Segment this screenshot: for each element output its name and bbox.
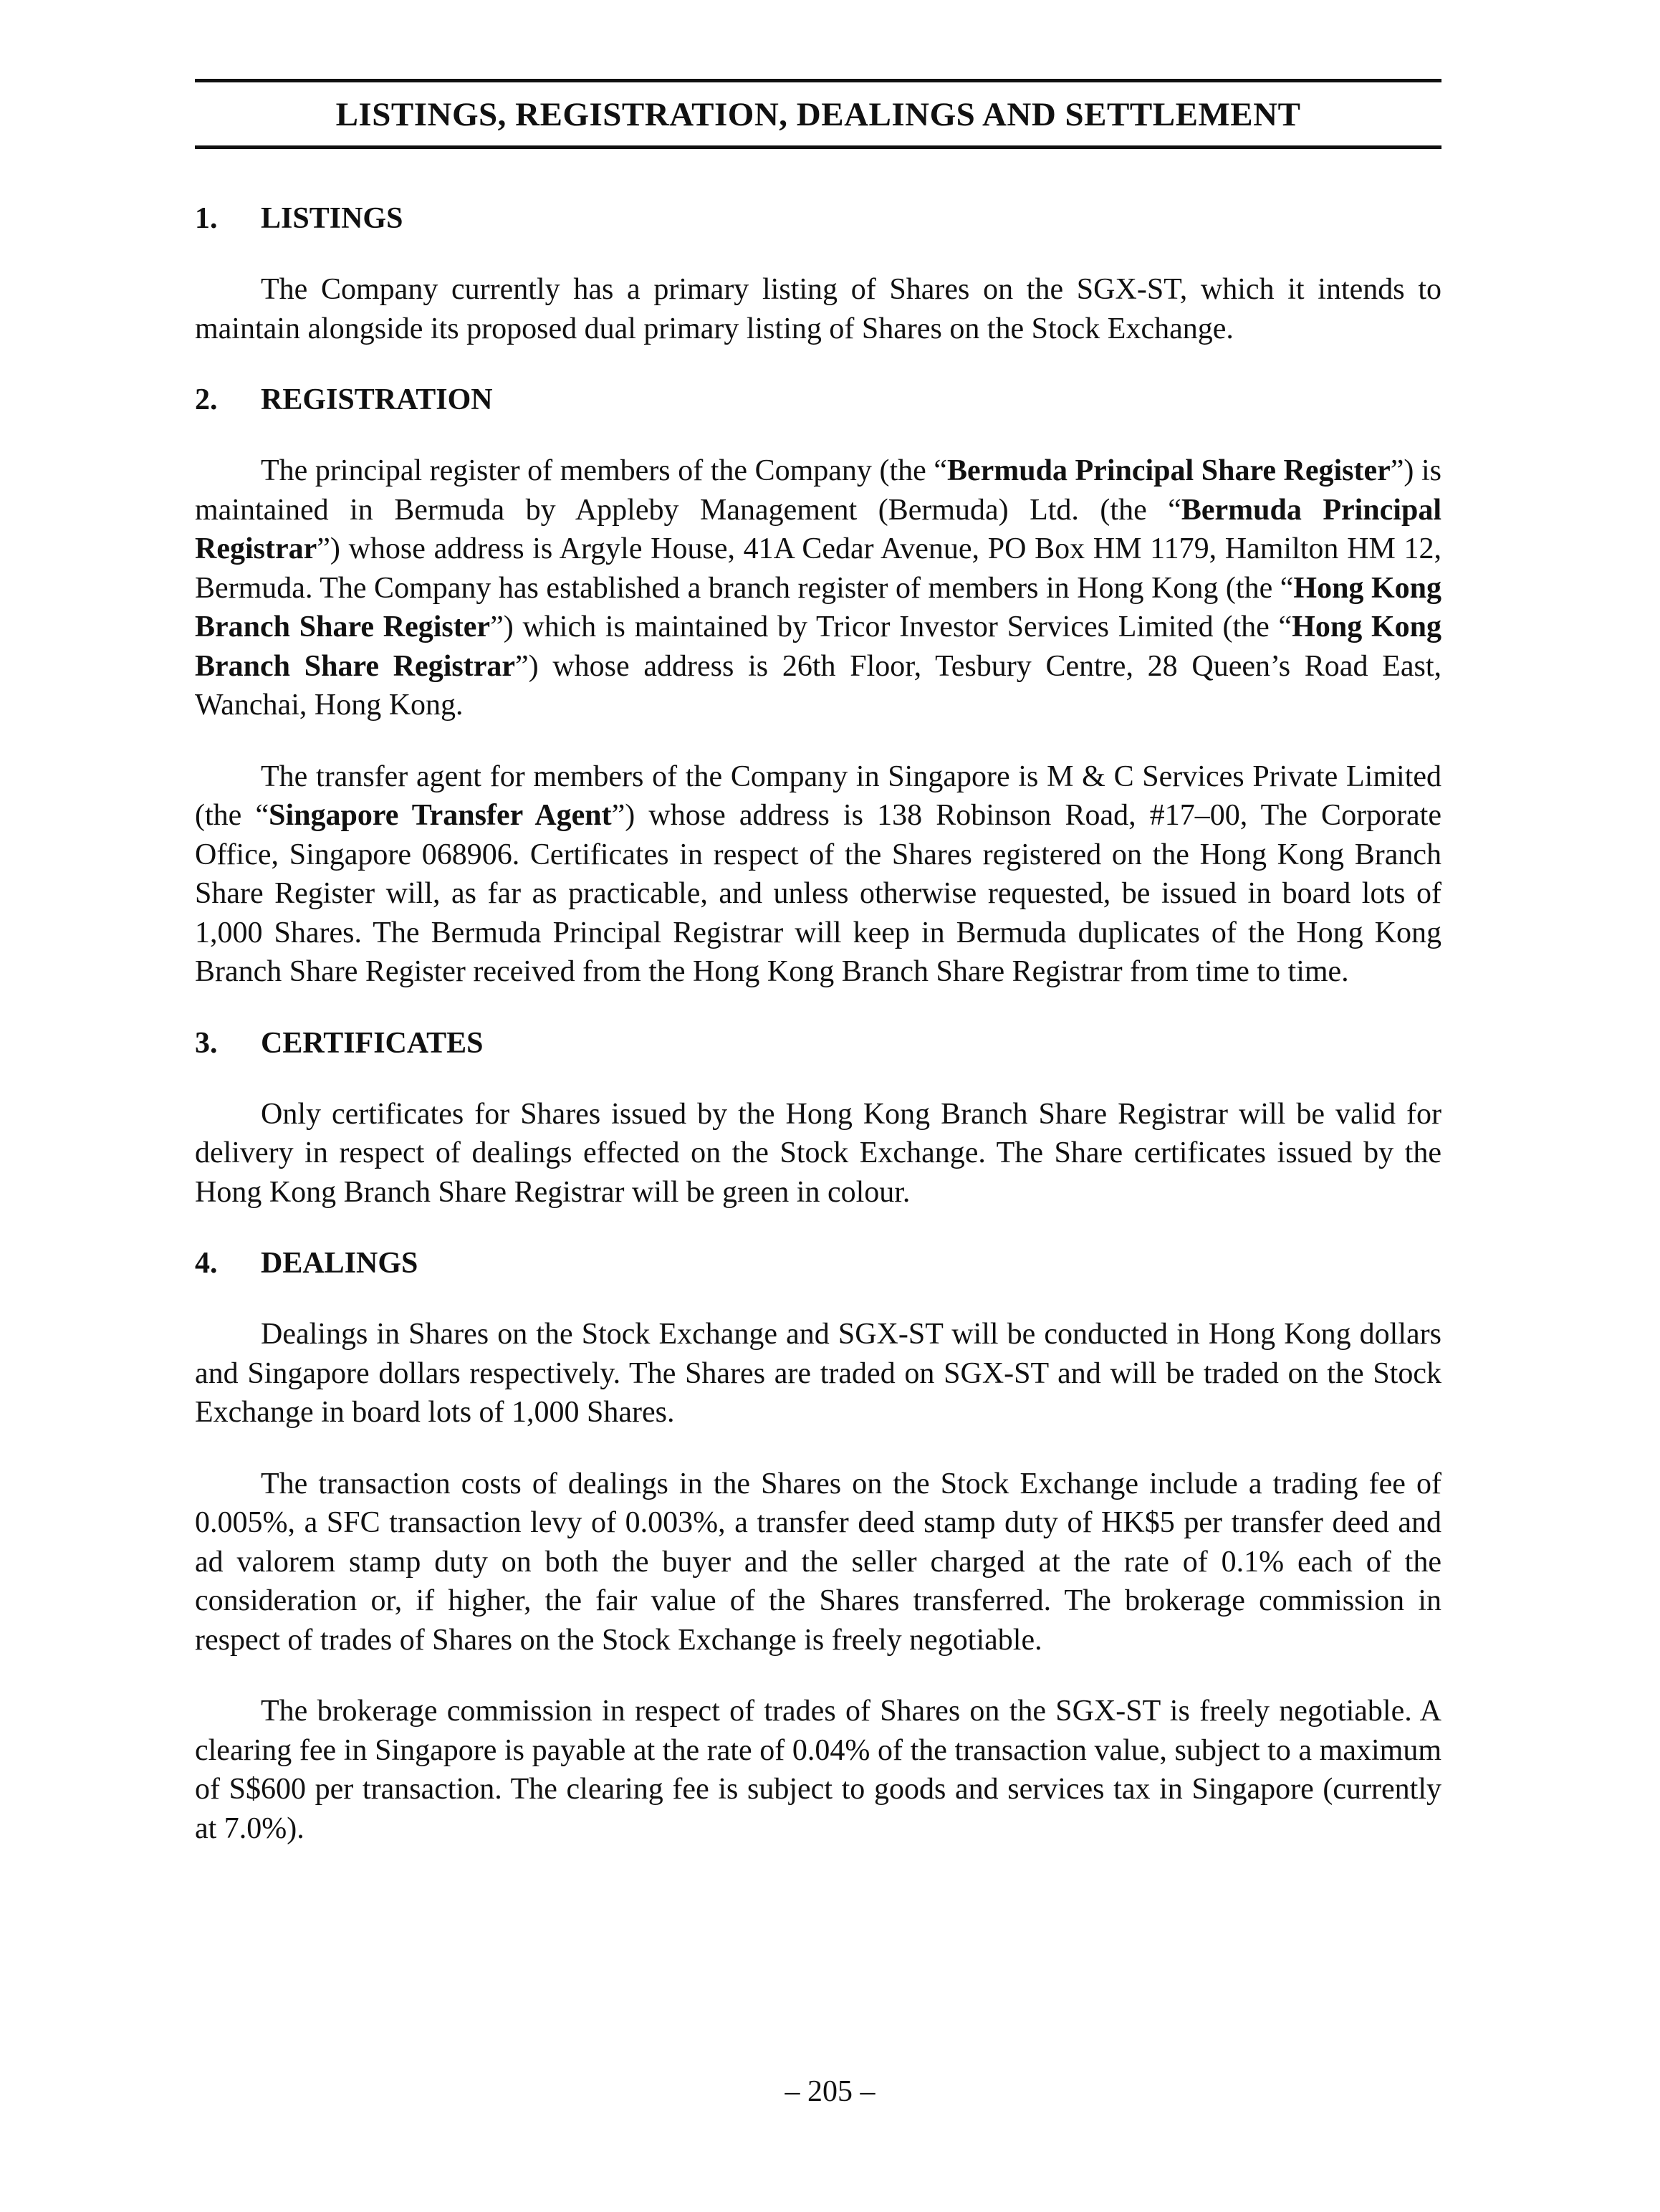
defined-term: Bermuda Principal Share Register — [946, 454, 1391, 487]
text-run: The transfer agent for members of the Company in Singapore is M & C Services Private Limited (the “ — [195, 760, 1441, 832]
page-number: – 205 – — [785, 2075, 875, 2108]
defined-term: Singapore Transfer Agent — [269, 799, 612, 832]
section-heading — [195, 380, 1441, 419]
section-heading — [195, 1244, 1441, 1283]
text-run: The transaction costs of dealings in the Shares on the Stock Exchange include a trading fee of 0.005%, a SFC transaction levy of 0.003%, a transfer deed stamp duty of HK$5 per transfer deed and ad valorem stamp duty on both the buyer and the seller charged at the rate of 0.1% each of the consideration or, if higher, the fair value of the Shares transferred. The brokerage commission in respect of trades of Shares on the Stock Exchange is freely negotiable. — [195, 1467, 1441, 1657]
text-run: ”) is maintained in Bermuda by Appleby Management (Bermuda) Ltd. (the “ — [195, 454, 1441, 527]
body-paragraph — [195, 1692, 1441, 1848]
text-run: ”) which is maintained by Tricor Investor Services Limited (the “ — [490, 611, 1292, 643]
body-paragraph — [195, 270, 1441, 348]
page-title: LISTINGS, REGISTRATION, DEALINGS AND SETTLEMENT — [335, 96, 1301, 133]
section-title: DEALINGS — [261, 1247, 418, 1280]
section-title: CERTIFICATES — [261, 1026, 484, 1060]
section-number: 1. — [195, 202, 218, 235]
text-run: ”) whose address is Argyle House, 41A Cedar Avenue, PO Box HM 1179, Hamilton HM 12, Bermuda. The Company has established a branch register of members in Hong Kong (the “ — [195, 532, 1441, 605]
body-paragraph — [195, 1095, 1441, 1212]
text-run: ”) whose address is 26th Floor, Tesbury Centre, 28 Queen’s Road East, Wanchai, Hong Kong. — [195, 649, 1441, 722]
defined-term: Bermuda Principal Registrar — [195, 493, 1441, 565]
section-number: 3. — [195, 1026, 218, 1060]
section-title: REGISTRATION — [261, 383, 493, 416]
defined-term: Hong Kong Branch Share Registrar — [195, 611, 1441, 683]
body-paragraph — [195, 757, 1441, 992]
text-run: The principal register of members of the Company (the “ — [261, 454, 947, 487]
section-number: 4. — [195, 1247, 218, 1280]
text-run: Dealings in Shares on the Stock Exchange and SGX-ST will be conducted in Hong Kong dollars and Singapore dollars respectively. The Shares are traded on SGX-ST and will be traded on the Stock Exchange in board lots of 1,000 Shares. — [195, 1318, 1441, 1429]
section-number: 2. — [195, 383, 218, 416]
defined-term: Hong Kong Branch Share Register — [195, 571, 1441, 643]
text-run: The brokerage commission in respect of trades of Shares on the SGX-ST is freely negotiable. A clearing fee in Singapore is payable at the rate of 0.04% of the transaction value, subject to a maximum of S$600 per transaction. The clearing fee is subject to goods and services tax in Singapore (currently at 7.0%). — [195, 1695, 1441, 1845]
body-paragraph — [195, 1465, 1441, 1660]
text-run: The Company currently has a primary listing of Shares on the SGX-ST, which it intends to maintain alongside its proposed dual primary listing of Shares on the Stock Exchange. — [195, 273, 1441, 345]
text-run: Only certificates for Shares issued by the Hong Kong Branch Share Registrar will be valid for delivery in respect of dealings effected on the Stock Exchange. The Share certificates issued by the Hong Kong Branch Share Registrar will be green in colour. — [195, 1097, 1441, 1209]
body-paragraph — [195, 451, 1441, 725]
section-title: LISTINGS — [261, 202, 403, 235]
document-body — [195, 199, 1441, 1880]
body-paragraph — [195, 1315, 1441, 1432]
section-heading — [195, 199, 1441, 238]
document-page — [195, 79, 1441, 1880]
text-run: ”) whose address is 138 Robinson Road, #17–00, The Corporate Office, Singapore 068906. Certificates in respect of the Shares registered on the Hong Kong Branch Share Register will, as far as practicable, and unless otherwise requested, be issued in board lots of 1,000 Shares. The Bermuda Principal Registrar will keep in Bermuda duplicates of the Hong Kong Branch Share Register received from the Hong Kong Branch Share Registrar from time to time. — [195, 799, 1441, 988]
section-heading — [195, 1024, 1441, 1063]
